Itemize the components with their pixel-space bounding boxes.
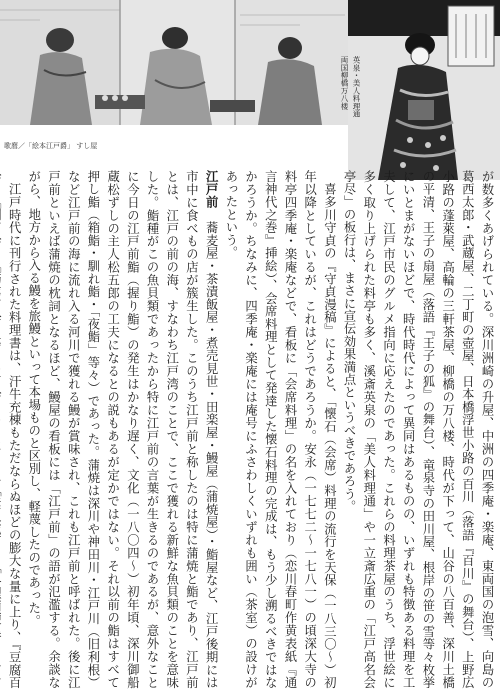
- right-illustration-caption-subtitle: 両国柳橋万八楼: [340, 56, 349, 110]
- beauty-cuisine-illustration: [348, 0, 500, 180]
- sushi-shop-woodblock-image: [0, 0, 350, 125]
- section-heading-edomae: 江戸前: [204, 170, 219, 209]
- main-text: 時代が下って、山谷の八百善、深川土橋の平清、王子の扇屋（落語『王子の狐』の舞台）、竜泉寺の田川屋、根岸の笹の雪等々枚挙にいとまがないほどで、時代時代によって異同はあるものの、いずれも特徴ある料理を工夫して、江戸市民のグルメ指向に応えたのであった。これらの料理茶屋のうち、浮世絵に多く取り上げられた料亭も多く、溪斎英泉の「美人料理通」や一立斎広重の「江戸高名会亭尽」の板行は、まさに宣伝効果満点というべきであろう。 喜多川守貞の『守貞漫稿』によると、「懐石（会席）料理の流行を天保（一八三〇〜）初年以降としているが、これはどうであろうか。安永（一七七二〜一七八一）の頃深大寺の料亭四季庵・楽庵などで、看板に「会席料理」の名を入れており（恋川春町作黄表紙『通言神代之巻』挿絵）、会席料理として発達した懐石料理の完成は、もう少し溯るべきではなかろうか。ちなみに、四季庵・楽庵には庵号にふさわしくいずれも囲い（茶室）の設けがあったという。: [223, 170, 455, 689]
- intro-text: が数多くあげられている。深川洲崎の升屋、中洲の四季庵・楽庵、東両国の泡雪、向島の葛西太郎・武蔵屋、二丁町の壺屋、日本橋浮世小路の百川（落語『百川』の舞台）、上野広小路の蓬萊屋、高輪の三軒茶屋、柳橋の万八楼、: [440, 170, 494, 689]
- section-text: 蕎麦屋・茶漬飯屋・煮売見世・田楽屋・鰻屋（蒲焼屋）・鮨屋など、江戸後期には市中に食べもの店が簇生した。このうち江戸前と称したのは特に蒲焼と鮨であり、江戸前とは、江戸の前の海、すなわち江戸湾のことで、ここで獲れる新鮮な魚貝類のことを意味した。鮨種がこの魚貝類であったから特に江戸前の言葉が生きるのであるが、意外なことに今日の江戸前鮨（握り鮨）の発生はかなり遅く、文化（一八〇四〜）初年頃、深川御船蔵松ずしの主人松五郎の工夫になるとの説もあるが定かではない。それ以前の鮨はすべて押し鮨（箱鮨・馴れ鮨・「夜鮨」等々）であった。蒲焼は深川や神田川・江戸川（旧利根）など江戸前の海に流れ入る河川で獲れる鰻が賞味され、これも江戸前と呼ばれた。後に江戸前といえば蒲焼の枕詞となるほど、鰻屋の看板には「江戸前」の語が氾濫する。余談ながら、地方から入る鰻を旅鰻といって本場ものと区別し、軽蔑したのであった。 江戸時代に刊行された料理書は、汗牛充棟もただならぬほどの膨大な量に上り、『豆腐百: [7, 170, 219, 689]
- article-body: [4, 170, 496, 689]
- left-illustration-caption: 歌麿／「絵本江戸爵」 すし屋: [4, 142, 98, 150]
- body-paragraph-intro: [0, 170, 496, 689]
- bijin-woodblock-image: [348, 0, 500, 180]
- sushi-shop-illustration: [0, 0, 350, 125]
- right-illustration-caption-title: 英泉・美人料理通: [352, 56, 361, 118]
